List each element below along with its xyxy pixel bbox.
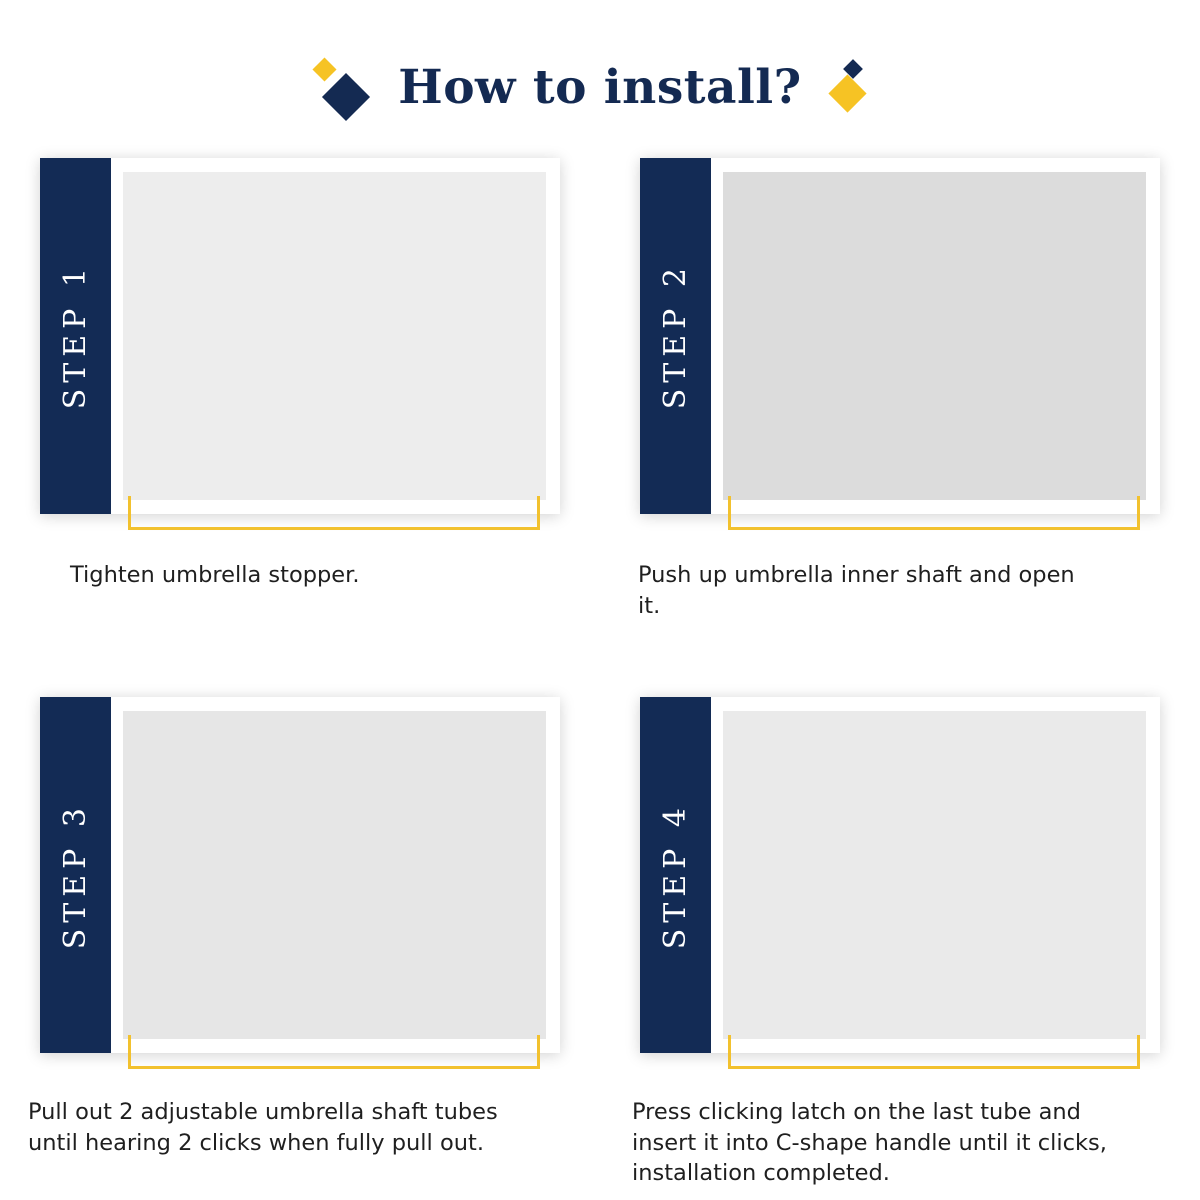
- step-card-3: [0, 679, 600, 1189]
- page-title: How to install?: [398, 59, 802, 115]
- step-card-4: [600, 679, 1200, 1189]
- step-3-label: STEP 3: [58, 801, 93, 949]
- steps-row-1: [0, 140, 1200, 621]
- step-card-1: [0, 140, 600, 621]
- step-4-image: [723, 711, 1146, 1039]
- steps-row-2: [0, 679, 1200, 1189]
- step-2-card: [640, 158, 1160, 514]
- page-header: [0, 42, 1200, 132]
- step-1-caption: Tighten umbrella stopper.: [70, 562, 360, 588]
- step-card-2: [600, 140, 1200, 621]
- diamond-ornament-right-icon: [828, 54, 884, 120]
- step-4-card: [640, 697, 1160, 1053]
- step-2-caption: Push up umbrella inner shaft and open it.: [638, 562, 1075, 619]
- step-4-label: STEP 4: [658, 801, 693, 949]
- step-3-label-bar: [40, 697, 111, 1053]
- step-1-label-bar: [40, 158, 111, 514]
- steps-grid: [0, 140, 1200, 1189]
- step-2-label-bar: [640, 158, 711, 514]
- step-3-card: [40, 697, 560, 1053]
- step-1-label: STEP 1: [58, 262, 93, 410]
- step-4-label-bar: [640, 697, 711, 1053]
- step-1-card: [40, 158, 560, 514]
- step-1-image: [123, 172, 546, 500]
- step-2-image: [723, 172, 1146, 500]
- step-3-image: [123, 711, 546, 1039]
- step-2-label: STEP 2: [658, 262, 693, 410]
- step-4-caption: Press clicking latch on the last tube and insert it into C-shape handle until it clicks, installation completed.: [632, 1099, 1107, 1187]
- step-3-caption: Pull out 2 adjustable umbrella shaft tubes until hearing 2 clicks when fully pull out.: [28, 1099, 498, 1156]
- diamond-ornament-left-icon: [316, 54, 372, 120]
